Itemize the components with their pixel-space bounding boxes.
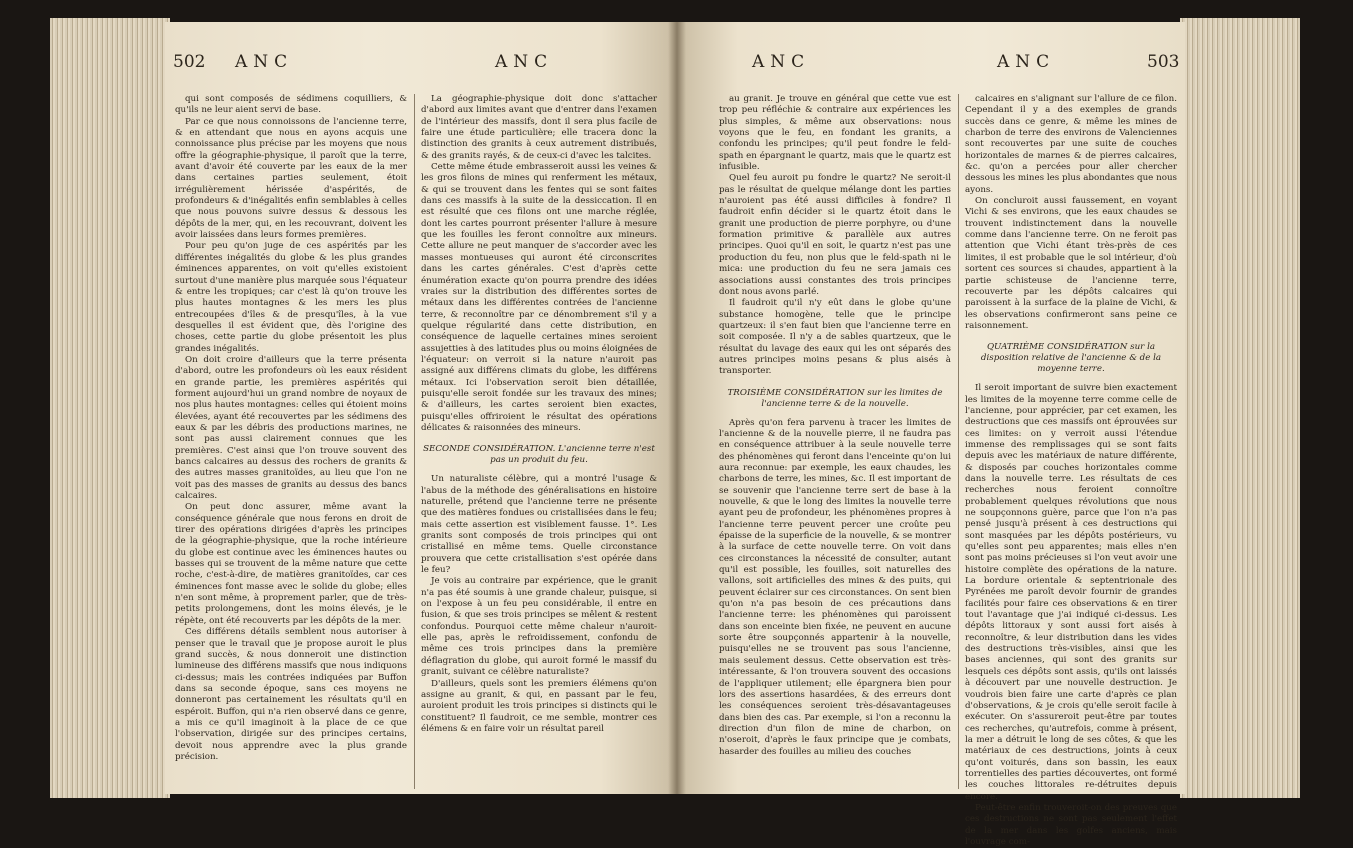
column-rule [958, 94, 959, 789]
right-running-head-1: ANC [752, 52, 811, 72]
left-page-edges [50, 18, 170, 798]
right-running-head-2: ANC [997, 52, 1056, 72]
right-page [677, 22, 1185, 847]
paragraph: au granit. Je trouve en général que cette vue est trop peu réfléchie & contraire aux expériences les plus simples, & même aux observations: nous voyons que le feu, en fondant les granits, a confondu les principes; qu'il peut fondre le feld-spath en épargnant le quartz, mais que le quartz est infusible. [719, 94, 951, 173]
paragraph: calcaires en s'alignant sur l'allure de ce filon. Cependant il y a des exemples de grands succès dans ce genre, & même les mines de charbon de terre des environs de Valenciennes sont recouvertes par une suite de couches horizontales de marnes & de pierres calcaires, &c. qu'on a percées pour aller chercher dessous les mines les plus abondantes que nous ayons. [965, 94, 1177, 195]
paragraph: On concluroit aussi faussement, en voyant Vichi & ses environs, que les eaux chaudes se trouvent indistinctement dans la nouvelle comme dans l'ancienne terre. On ne feroit pas attention que Vichi étant très-près de ces limites, il est probable que le sol intérieur, d'où sortent ces sources si chaudes, appartient à la partie schisteuse de l'ancienne terre, recouverte par les dépôts calcaires qui paroissent à la surface de la plaine de Vichi, & les observations confirmeront sans peine ce raisonnement. [965, 196, 1177, 331]
paragraph: Après qu'on fera parvenu à tracer les limites de l'ancienne & de la nouvelle pierre, il ne faudra pas en conséquence attribuer à la seule nouvelle terre des phénomènes qui feront dans l'enceinte qu'on lui aura reconnue: par exemple, les eaux chaudes, les charbons de terre, les mines, &c. Il est important de se souvenir que l'ancienne terre sert de base à la nouvelle, & que le long des limites la nouvelle terre ayant peu de profondeur, les phénomènes propres à l'ancienne terre peuvent percer une croûte peu épaisse de la superficie de la nouvelle, & se montrer à la surface de cette nouvelle terre. On voit dans ces circonstances la nécessité de consulter, autant qu'il est possible, les fouilles, soit naturelles des vallons, soit artificielles des mines & des puits, qui peuvent éclairer sur ces circonstances. On sent bien qu'on n'a pas besoin de ces précautions dans l'ancienne terre: les phénomènes qui paroissent dans son enceinte bien fixée, ne peuvent en aucune sorte être soupçonnés appartenir à la nouvelle, puisqu'elles ne se trouvent pas sous l'ancienne, mais seulement dessus. Cette observation est très-intéressante, & l'on trouvera souvent des occasions de l'appliquer utilement; elle épargnera bien pour lors des assertions hasardées, & des erreurs dont les conséquences seroient très-désavantageuses dans bien des cas. Par exemple, si l'on a reconnu la direction d'un filon de mine de charbon, on n'oseroit, d'après le faux principe que je combats, hasarder des fouilles au milieu des couches [719, 417, 951, 757]
section-heading: QUATRIÈME CONSIDÉRATION sur la disposition relative de l'ancienne & de la moyenne terre. [980, 342, 1162, 375]
paragraph: Peut-être enfin trouveroit-on des preuves que ces destructions ne sont pas seulement l'effet de la mer dans les golfes anciens, mais l'ouvrage com- [965, 802, 1177, 847]
right-page-column-2 [965, 94, 1177, 847]
left-page-number: 502 [173, 52, 206, 72]
paragraph: On doit croire d'ailleurs que la terre présenta d'abord, outre les profondeurs où les eaux résident en grande partie, les premières aspérités qui forment aujourd'hui un grand nombre de noyaux de nos plus hautes montagnes: celles qui étoient moins élevées, ayant été recouvertes par les sédimens des eaux & par les débris des productions marines, ne sont pas aussi clairement connues que les premières. C'est ainsi que l'on trouve souvent des bancs calcaires au dessus des rochers de granits & des autres masses granitoïdes, au lieu que l'on ne voit pas des masses de granits au dessus des bancs calcaires. [175, 354, 407, 502]
section-heading: TROISIÈME CONSIDÉRATION sur les limites de l'ancienne terre & de la nouvelle. [727, 387, 943, 409]
paragraph: qui sont composés de sédimens coquilliers, & qu'ils ne leur aient servi de base. [175, 94, 407, 116]
section-heading: SECONDE CONSIDÉRATION. L'ancienne terre n'est pas un produit du feu. [423, 444, 655, 466]
paragraph: Par ce que nous connoissons de l'ancienne terre, & en attendant que nous en ayons acquis une connoissance plus précise par les moyens que nous offre la géographie-physique, il paroît que la terre, avant d'avoir été couverte par les eaux de la mer dans certaines parties seulement, étoit irrégulièrement hérissée d'aspérités, de profondeurs & d'inégalités enfin semblables à celles que nous pouvons suivre dessus & dessous les dépôts de la mer, qui, en les recouvrant, doivent les avoir laissées dans leurs formes premières. [175, 116, 407, 241]
paragraph: D'ailleurs, quels sont les premiers élémens qu'on assigne au granit, & qui, en passant par le feu, auroient produit les trois principes si distincts qui le constituent? Il faudroit, ce me semble, montrer ces élémens & en faire voir un résultat pareil [421, 678, 657, 734]
paragraph: Pour peu qu'on juge de ces aspérités par les différentes inégalités du globe & les plus grandes éminences apparentes, on voit qu'elles existoient surtout d'une manière plus marquée sous l'équateur & entre les tropiques; car c'est là qu'on trouve les plus hautes montagnes & les mers les plus entrecoupées d'îles & de presqu'îles, à la vue desquelles il est évident que, dès l'origine des choses, cette partie du globe présentoit les plus grandes inégalités. [175, 241, 407, 354]
paragraph: Il faudroit qu'il n'y eût dans le globe qu'une substance homogène, telle que le principe quartzeux: il s'en faut bien que l'ancienne terre en soit composée. Il n'y a de sables quartzeux, que le résultat du lavage des eaux qui les ont séparés des autres principes moins pesans & plus aisés à transporter. [719, 298, 951, 377]
paragraph: On peut donc assurer, même avant la conséquence générale que nous ferons en droit de tirer des opérations dirigées d'après les principes de la géographie-physique, que la roche intérieure du globe est continue avec les éminences hautes ou basses qui se trouvent de la même nature que cette roche, c'est-à-dire, de matières granitoïdes, car ces éminences font masse avec le solide du globe; elles n'en sont même, à proprement parler, que de très-petits prolongemens, dont les moins élevés, je le répète, ont été recouverts par les dépôts de la mer. [175, 502, 407, 626]
paragraph: Un naturaliste célèbre, qui a montré l'usage & l'abus de la méthode des généralisations en histoire naturelle, prétend que l'ancienne terre ne présente que des matières fondues ou cristallisées dans le feu; mais cette assertion est visiblement fausse. 1°. Les granits sont composés de trois principes qui ont cristallisé en même tems. Quelle circonstance prouvera que cette cristallisation s'est opérée dans le feu? [421, 474, 657, 576]
left-running-head-1: ANC [235, 52, 294, 72]
left-running-head-2: ANC [495, 52, 554, 72]
paragraph: Je vois au contraire par expérience, que le granit n'a pas été soumis à une grande chaleur, puisque, si on l'expose à un feu peu considérable, il entre en fusion, & que ses trois principes se mêlent & restent confondus. Pourquoi cette même chaleur n'auroit-elle pas, après le refroidissement, confondu de même ces trois principes dans la première déflagration du globe, qui auroit formé le massif du granit, suivant ce célèbre naturaliste? [421, 576, 657, 678]
paragraph: La géographie-physique doit donc s'attacher d'abord aux limites avant que d'entrer dans l'examen de l'intérieur des massifs, dont il sera plus facile de faire une étude particulière; elle tracera donc la distinction des granits à ceux autrement distribués, & des granits rayés, & de ceux-ci d'avec les talcites. [421, 94, 657, 161]
paragraph: Ces différens détails semblent nous autoriser à penser que le travail que je propose auroit le plus grand succès, & nous donneroit une distinction lumineuse des différens massifs que nous indiquons ci-dessus; mais les contrées indiquées par Buffon dans sa seconde époque, sans ces moyens ne donneront pas certainement les résultats qu'il en espéroit. Buffon, qui n'a rien observé dans ce genre, a mis ce qu'il imaginoit à la place de ce que l'observation, dirigée sur des principes certains, devoit nous apprendre avec la plus grande précision. [175, 627, 407, 762]
paragraph: Cette même étude embrasseroit aussi les veines & les gros filons de mines qui renferment les métaux, & qui se trouvent dans les fentes qui se sont faites dans ces massifs à la suite de la dessiccation. Il en est résulté que ces filons ont une marche réglée, dont les cartes pourront présenter l'allure à mesure que les fouilles les feront connoître aux mineurs. Cette allure ne peut manquer de s'accorder avec les masses montueuses qui auront été circonscrites dans les cartes générales. C'est d'après cette énumération exacte qu'on pourra prendre des idées vraies sur la distribution des différentes sortes de métaux dans les différentes contrées de l'ancienne terre, & reconnoître par ce dénombrement s'il y a quelque régularité dans cette distribution, en conséquence de laquelle certaines mines seroient assujetties à des latitudes plus ou moins éloignées de l'équateur: on verroit si la nature n'auroit pas assigné aux différens climats du globe, les différens métaux. Ici l'observation seroit bien détaillée, puisqu'elle seroit fondée sur les travaux des mines; & d'ailleurs, les cartes seroient bien exactes, puisqu'elles offriroient le résultat des opérations délicates & raisonnées des mineurs. [421, 162, 657, 433]
left-page [165, 22, 677, 794]
left-page-column-2 [421, 94, 657, 794]
right-page-edges [1180, 18, 1300, 798]
right-page-number: 503 [1147, 52, 1180, 72]
paragraph: Il seroit important de suivre bien exactement les limites de la moyenne terre comme celle de l'ancienne, pour apprécier, par cet examen, les destructions que ces massifs ont éprouvées sur ces limites: on y verroit aussi l'étendue immense des remplissages qui se sont faits depuis avec les matériaux de nature différente, & disposés par couches horizontales comme dans la nouvelle terre. Les résultats de ces recherches nous feroient connoître probablement quelques révolutions que nous ne soupçonnons guère, parce que l'on n'a pas pensé jusqu'à présent à ces destructions qui sont masquées par les dépôts postérieurs, vu qu'elles sont peu apparentes; mais elles n'en sont pas moins précieuses si l'on veut avoir une histoire complète des opérations de la nature. La bordure orientale & septentrionale des Pyrénées me paroît devoir fournir de grandes facilités pour faire ces observations & en tirer tout l'avantage que j'ai indiqué ci-dessus. Les dépôts littoraux y sont aussi fort aisés à reconnoître, & leur distribution dans les vides des destructions très-visibles, ainsi que les bases anciennes, qui sont des granits sur lesquels ces dépôts sont assis, qu'ils ont laissés à découvert par une nouvelle destruction. Je voudrois bien faire une carte d'après ce plan d'observations, & je crois qu'elle seroit facile à exécuter. On s'assureroit peut-être par toutes ces recherches, qu'autrefois, comme à présent, la mer a détruit le long de ses côtes, & que les matériaux de ces destructions, joints à ceux qu'ont voiturés, dans son bassin, les eaux torrentielles des parties découvertes, ont formé les couches littorales re-détruites depuis encore. [965, 383, 1177, 802]
paragraph: Quel feu auroit pu fondre le quartz? Ne seroit-il pas le résultat de quelque mélange dont les parties n'auroient pas été aussi difficiles à fondre? Il faudroit enfin décider si le quartz étoit dans le granit une production de pierre porphyre, ou d'une formation primitive & parallèle aux autres principes. Quoi qu'il en soit, le quartz n'est pas une production du feu, non plus que le feld-spath ni le mica: une production du feu ne sera jamais ces associations aussi constantes des trois principes dont nous avons parlé. [719, 173, 951, 297]
left-page-column-1 [175, 94, 407, 794]
book-gutter [668, 22, 686, 794]
right-page-column-1 [719, 94, 951, 794]
column-rule [414, 94, 415, 789]
